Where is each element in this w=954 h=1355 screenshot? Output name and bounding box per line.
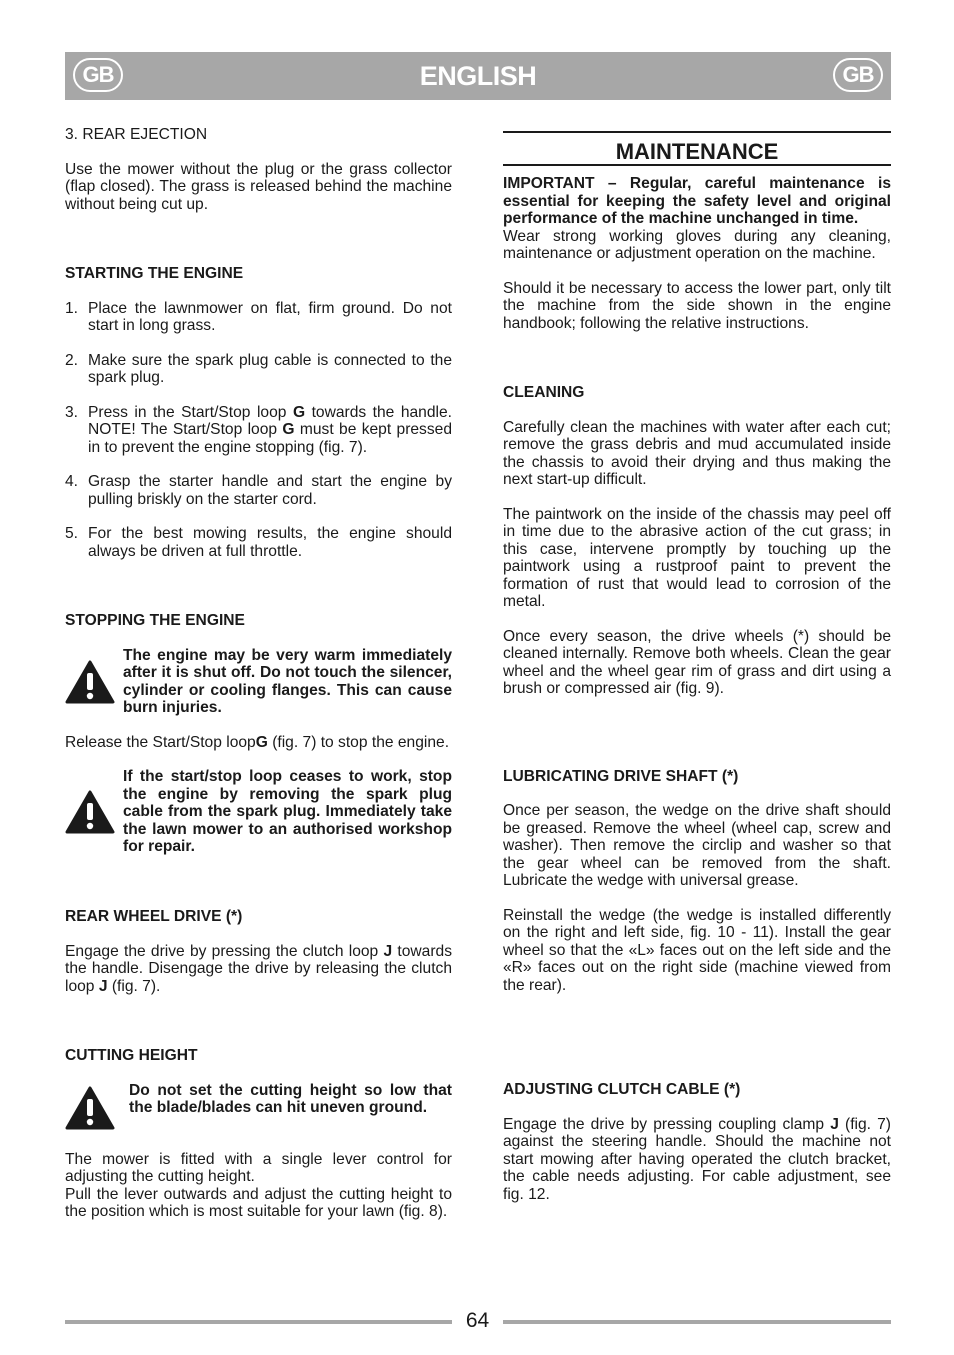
step-number: 4. [65, 473, 79, 490]
clutch-cable-text: Engage the drive by pressing coupling clamp J (fig. 7) against the steering handle. Should the machine not start mowing after having operated the clutch bracket, the cable needs adjusting. For cable adjustment, see fig. 12. [503, 1115, 891, 1203]
footer-rule-right [503, 1320, 891, 1324]
cleaning-heading: CLEANING [503, 384, 585, 401]
stopping-release-text: Release the Start/Stop loopG (fig. 7) to stop the engine. [65, 733, 450, 751]
warning-text: Do not set the cutting height so low that the blade/blades can hit uneven ground. [129, 1081, 452, 1116]
access-text: Should it be necessary to access the lower part, only tilt the machine from the side shown in the engine handbook; following the relative instructions. [503, 279, 891, 332]
list-item [65, 404, 452, 457]
lubricating-text-1: Once per season, the wedge on the drive shaft should be greased. Remove the wheel (wheel cap, screw and washer). Then remove the circlip and washer so that the gear wheel can be removed from the shaft. Lubricate the wedge with universal grease. [503, 802, 891, 889]
gb-badge-right: GB [833, 58, 883, 92]
right-column [503, 126, 891, 1203]
step-number: 2. [65, 351, 79, 369]
step-number: 3. [65, 403, 79, 421]
warning-triangle-icon [65, 768, 123, 856]
step-text: Make sure the spark plug cable is connected to the spark plug. [88, 351, 452, 386]
rear-ejection-text: Use the mower without the plug or the grass collector (flap closed). The grass is released behind the machine without being cut up. [65, 160, 452, 213]
list-item [65, 525, 452, 560]
warning-box [65, 1082, 452, 1134]
loop-letter-g: G [282, 421, 295, 438]
warning-triangle-icon [65, 1082, 129, 1134]
warning-text: The engine may be very warm immediately after it is shut off. Do not touch the silencer, cylinder or cooling flanges. This can cause burn injuries. [123, 646, 452, 716]
rear-wheel-drive-text: Engage the drive by pressing the clutch loop J towards the handle. Disengage the drive by releasing the clutch loop J (fig. 7). [65, 942, 452, 995]
step-number: 1. [65, 299, 79, 317]
footer-rule-left [65, 1320, 452, 1324]
cleaning-text-1: Carefully clean the machines with water after each cut; remove the grass debris and mud accumulated inside the chassis to avoid their drying and thus making the next start-up difficult. [503, 418, 891, 488]
warning-box [65, 768, 452, 856]
step-text: For the best mowing results, the engine should always be driven at full throttle. [88, 525, 452, 560]
cleaning-text-2: The paintwork on the inside of the chassis may peel off in time due to the abrasive action of the cut grass; in this case, intervene promptly by touching up the paintwork using a rustproof paint to prevent the formation of rust that would lead to corrosion of the metal. [503, 505, 891, 610]
cutting-height-text-1: The mower is fitted with a single lever control for adjusting the cutting height. [65, 1150, 452, 1185]
step-text: Press in the Start/Stop loop G towards the handle. NOTE! The Start/Stop loop G must be kept pressed in to prevent the engine stopping (fig. 7). [88, 403, 452, 456]
gloves-text: Wear strong working gloves during any cleaning, maintenance or adjustment operation on the machine. [503, 227, 891, 262]
clutch-cable-heading: ADJUSTING CLUTCH CABLE (*) [503, 1081, 741, 1098]
lubricating-heading: LUBRICATING DRIVE SHAFT (*) [503, 767, 739, 785]
left-column [65, 126, 452, 1221]
starting-engine-heading: STARTING THE ENGINE [65, 265, 244, 282]
page-number: 64 [465, 1309, 490, 1332]
list-item [65, 473, 452, 508]
step-number: 5. [65, 525, 79, 542]
gb-badge-left: GB [73, 58, 123, 92]
stopping-engine-heading: STOPPING THE ENGINE [65, 612, 245, 629]
step-text: Place the lawnmower on flat, firm ground. Do not start in long grass. [88, 299, 452, 334]
cleaning-text-3: Once every season, the drive wheels (*) should be cleaned internally. Remove both wheels. Clean the gear wheel and the wheel gear rim of grass and dirt using a brush or compressed air (fig. 9). [503, 627, 891, 697]
warning-text: If the start/stop loop ceases to work, stop the engine by removing the spark plug cable from the spark plug. Immediately take the lawn mower to an authorised workshop for repair. [123, 768, 452, 855]
starting-steps-list [65, 300, 452, 561]
list-item [65, 300, 452, 335]
rear-wheel-drive-heading: REAR WHEEL DRIVE (*) [65, 908, 243, 925]
rear-ejection-title: 3. REAR EJECTION [65, 126, 208, 143]
important-notice: IMPORTANT – Regular, careful maintenance is essential for keeping the safety level and original performance of the machine unchanged in time. [503, 175, 891, 227]
step-text: Grasp the starter handle and start the engine by pulling briskly on the starter cord. [88, 473, 452, 508]
cutting-height-text-2: Pull the lever outwards and adjust the cutting height to the position which is most suitable for your lawn (fig. 8). [65, 1185, 452, 1220]
page-title: ENGLISH [419, 61, 537, 91]
cutting-height-heading: CUTTING HEIGHT [65, 1047, 198, 1064]
loop-letter-g: G [292, 403, 306, 421]
lubricating-text-2: Reinstall the wedge (the wedge is installed differently on the right and left side, fig. 10 - 11). Install the gear wheel so that the «L» faces out on the left side and the «R» faces out on the right side (machine viewed from the rear). [503, 906, 891, 994]
warning-triangle-icon [65, 647, 123, 717]
list-item [65, 352, 452, 387]
page-header [65, 52, 891, 100]
warning-box [65, 647, 452, 717]
maintenance-heading: MAINTENANCE [503, 131, 891, 166]
